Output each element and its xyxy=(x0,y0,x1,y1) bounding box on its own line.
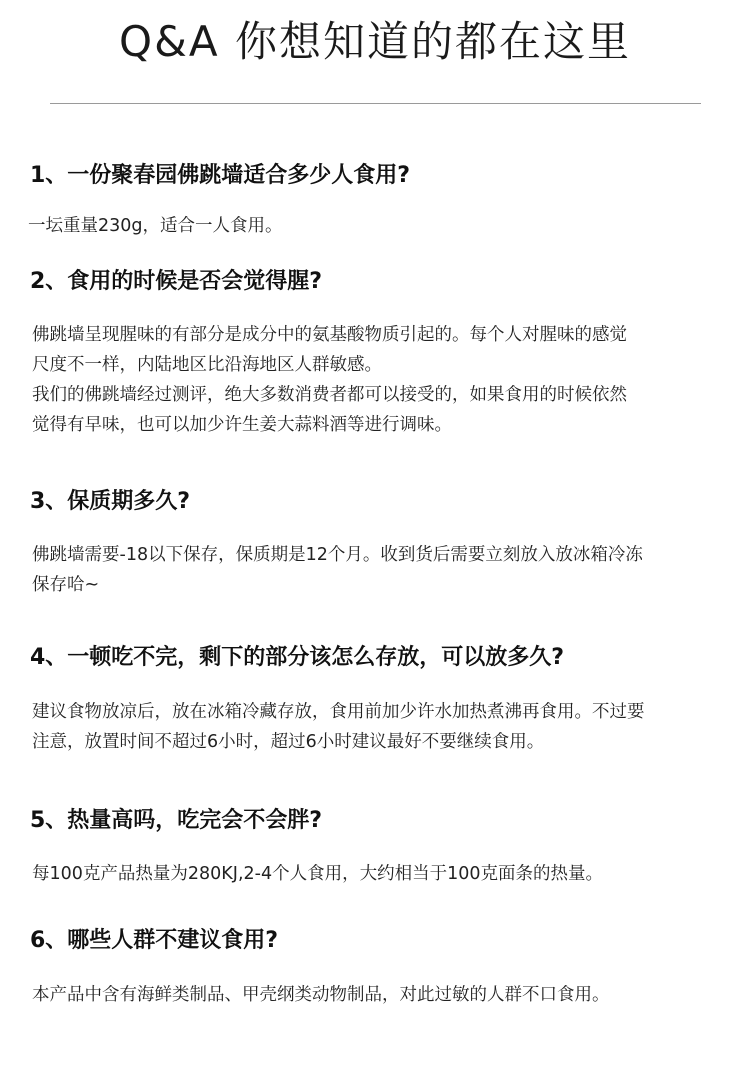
faq-answer-3-line-1: 佛跳墙需要-18以下保存，保质期是12个月。收到货后需要立刻放入放冰箱冷冻 xyxy=(32,545,643,565)
faq-answer-6-line-1: 本产品中含有海鲜类制品、甲壳纲类动物制品，对此过敏的人群不口食用。 xyxy=(32,985,610,1005)
faq-answer-1-line-1: 一坛重量230g，适合一人食用。 xyxy=(28,216,283,236)
faq-answer-5 xyxy=(32,859,732,889)
faq-question-6: 6、哪些人群不建议食用? xyxy=(30,928,279,953)
faq-answer-3 xyxy=(32,540,732,600)
faq-answer-1 xyxy=(28,211,728,241)
faq-answer-2-line-1: 佛跳墙呈现腥味的有部分是成分中的氨基酸物质引起的。每个人对腥味的感觉 xyxy=(32,325,627,345)
faq-question-5: 5、热量高吗，吃完会不会胖? xyxy=(30,808,323,833)
page-title: Q&A 你想知道的都在这里 xyxy=(119,17,631,66)
faq-answer-4 xyxy=(32,697,732,757)
faq-answer-2-line-2: 尺度不一样，内陆地区比沿海地区人群敏感。 xyxy=(32,355,382,375)
faq-answer-2-line-4: 觉得有早味，也可以加少许生姜大蒜料酒等进行调味。 xyxy=(32,415,452,435)
faq-answer-3-line-2: 保存哈~ xyxy=(32,575,100,595)
faq-question-2: 2、食用的时候是否会觉得腥? xyxy=(30,269,323,294)
faq-answer-6 xyxy=(32,980,732,1010)
faq-answer-4-line-2: 注意，放置时间不超过6小时，超过6小时建议最好不要继续食用。 xyxy=(32,732,545,752)
faq-question-4: 4、一顿吃不完，剩下的部分该怎么存放，可以放多久? xyxy=(30,645,565,670)
faq-question-1: 1、一份聚春园佛跳墙适合多少人食用? xyxy=(30,163,411,188)
faq-answer-2 xyxy=(32,320,732,440)
faq-answer-2-line-3: 我们的佛跳墙经过测评，绝大多数消费者都可以接受的，如果食用的时候依然 xyxy=(32,385,627,405)
faq-answer-5-line-1: 每100克产品热量为280KJ,2-4个人食用，大约相当于100克面条的热量。 xyxy=(32,864,603,884)
faq-question-3: 3、保质期多久? xyxy=(30,489,191,514)
faq-answer-4-line-1: 建议食物放凉后，放在冰箱冷藏存放，食用前加少许水加热煮沸再食用。不过要 xyxy=(32,702,645,722)
